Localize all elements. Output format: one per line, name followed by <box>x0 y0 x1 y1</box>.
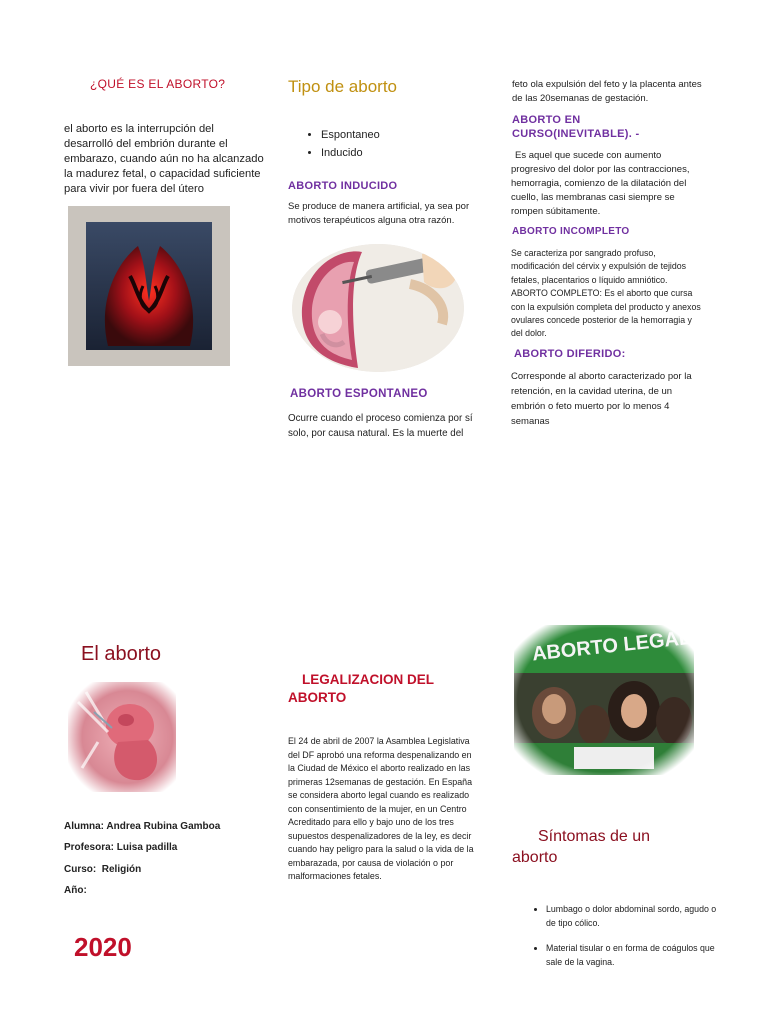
protest-image <box>514 625 694 775</box>
panel1-title: ¿QUÉ ES EL ABORTO? <box>90 77 226 91</box>
symptom-item: • Material tisular o en forma de coágulos que sale de la vagina. <box>546 942 718 969</box>
inevitable-text: Es aquel que sucede con aumento progresivo del dolor por las contracciones, hemorragia, comienzo de la dilatación del cuello, las membranas casi siempre se rompen súbitamente. <box>511 150 690 217</box>
spontaneous-heading: ABORTO ESPONTANEO <box>290 388 428 400</box>
course-label: Curso: Religión <box>64 864 142 875</box>
cover-title: El aborto <box>81 643 162 665</box>
syringe-fetus-illustration <box>292 244 464 372</box>
teacher-label: Profesora: Luisa padilla <box>64 842 178 853</box>
spontaneous-text: Ocurre cuando el proceso comienza por sí solo, por causa natural. Es la muerte del <box>288 413 473 439</box>
panel3-intro: feto ola expulsión del feto y la placenta antes de las 20semanas de gestación. <box>512 79 702 104</box>
panel1-text: el aborto es la interrupción del desarrolló del embrión durante el embarazo, cuando aún no ha alcanzado la madurez fetal, o capacidad suficiente para vivir por fuera del útero <box>64 123 264 195</box>
symptoms-heading: Síntomas de un aborto <box>512 828 651 866</box>
induced-heading: ABORTO INDUCIDO <box>288 180 398 192</box>
induced-abortion-image <box>292 244 464 372</box>
deferred-heading: ABORTO DIFERIDO: <box>514 348 626 360</box>
incomplete-text: Se caracteriza por sangrado profuso, modificación del cérvix y expulsión de tejidos fetales, placentarios o líquido amniótico. ABORTO COMPLETO: Es el aborto que cursa con la expulsión completa del producto y anexos ovulares concede posterior de la hemorragia y del dolor. <box>511 248 701 339</box>
symptoms-list <box>528 903 718 969</box>
hands-uterus-illustration <box>68 206 230 366</box>
incomplete-heading: ABORTO INCOMPLETO <box>512 226 630 237</box>
abortion-types-list <box>303 126 380 162</box>
year-label: Año: <box>64 885 87 896</box>
symptom-item: • Lumbago o dolor abdominal sordo, agudo o de tipo cólico. <box>546 903 718 930</box>
panel2-title: Tipo de aborto <box>288 77 397 96</box>
student-label: Alumna: Andrea Rubina Gamboa <box>64 821 221 832</box>
inevitable-heading: ABORTO EN CURSO(INEVITABLE). - <box>512 114 640 140</box>
protest-photo <box>514 625 694 775</box>
type-item: • Espontaneo <box>321 126 380 144</box>
legal-heading: LEGALIZACION DEL ABORTO <box>288 672 434 705</box>
induced-text: Se produce de manera artificial, ya sea por motivos terapéuticos alguna otra razón. <box>288 201 470 226</box>
hands-uterus-image <box>68 206 230 366</box>
legal-text: El 24 de abril de 2007 la Asamblea Legislativa del DF aprobó una reforma despenalizando en la Ciudad de México el aborto realizado en las primeras 12semanas de gestación. En España se considera aborto legal cuando es realizado con consentimiento de la mujer, en un Centro Acreditado para ello y bajo uno de los tres supuestos despenalizadores de la ley, es decir cuando hay peligro para la salud o la vida de la embarazada, por causa de violación o por malformaciones fetales. <box>288 736 474 881</box>
type-item: • Inducido <box>321 144 380 162</box>
fetus-illustration <box>68 682 176 792</box>
cover-year: 2020 <box>74 932 132 962</box>
fetus-image <box>68 682 176 792</box>
deferred-text: Corresponde al aborto caracterizado por la retención, en la cavidad uterina, de un embrión o feto muerto por lo menos 4 semanas <box>511 371 692 427</box>
